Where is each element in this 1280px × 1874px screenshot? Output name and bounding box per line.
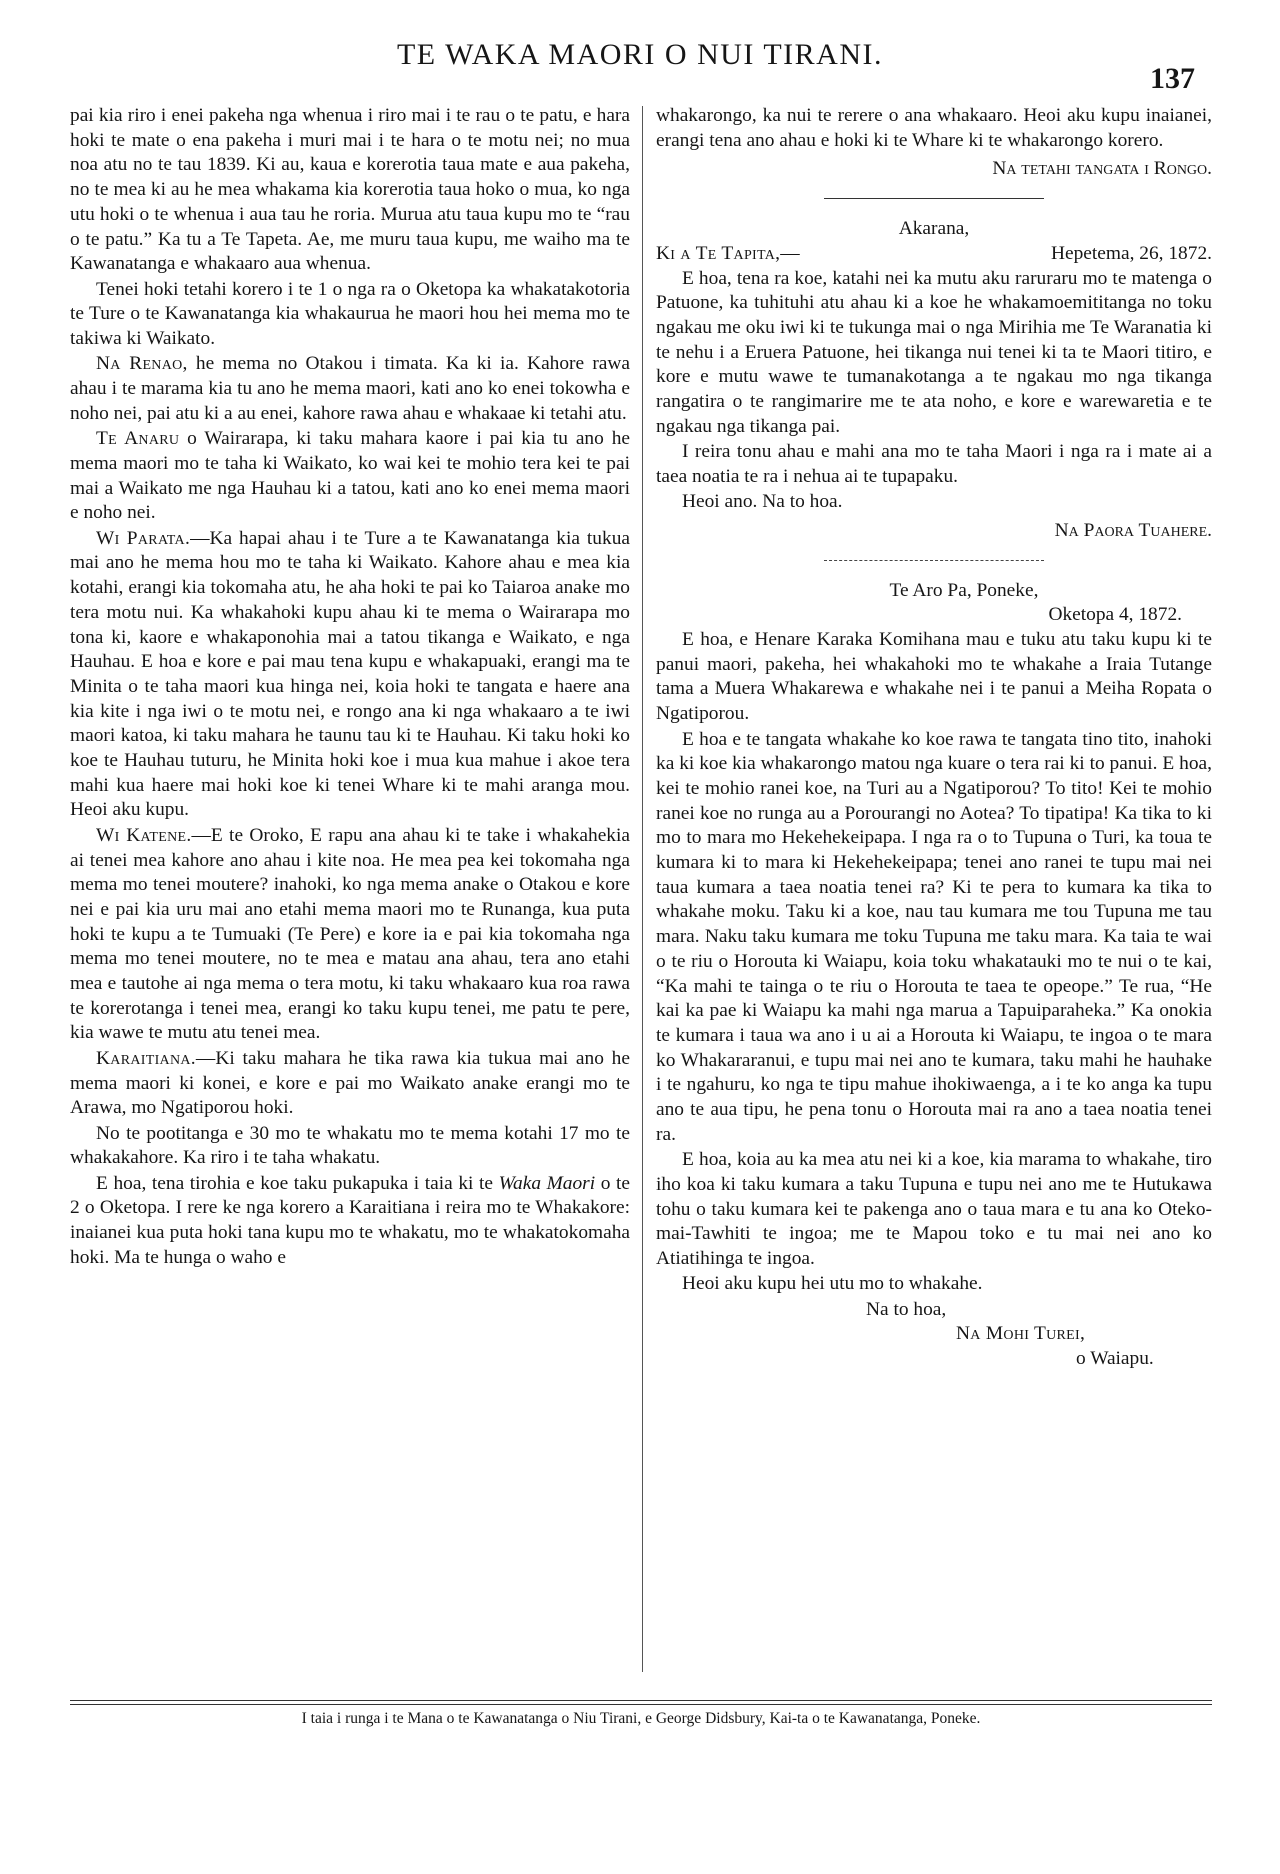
speaker-name: Te Anaru	[96, 428, 180, 450]
paragraph: E hoa e te tangata whakahe ko koe rawa te tangata tino tito, inahoki ka ki koe kia whakarongo matou nga kuare o tera rai ki to panui. E hoa, kei te mohio ranei koe, na Turi au a Ngatiporou? To tito! Kei te mohio ranei koe no runga au a Porourangi no Aotea? To tipatipa! Ka tika to ki mo to mara mo Hekehekeipapa. I nga ra o to Tupuna o Turi, ka toua te kumara ki to mara ki Hekehekeipapa; tenei ano ranei te tupu mai nei taua kumara a taea noatia tenei ra? Ki te pera to kumara ka tika to whakahe moku. Taku ki a koe, nau tau kumara me tou Tupuna me tau mara. Naku taku kumara me toku Tupuna me taku mara. Ka taia te wai o te riu o Horouta ki Waiapu, koia toku whakatauki mo te nui o te kai, “Ka mahi te tainga o te riu o Horouta te taea te opeope.” Te rua, “He kai ka pae ki Waiapu ka mahi nga marua a Tapuiparaheka.” Ka onokia te kumara i taua wa ano i u ai a Horouta ki Waiapu, te ingoa o te mara ko Whakararanui, e tupu mai nei ano te kumara, taku mahi he hauhake i te ngahuru, ko nga te tipu mahue ihokiwaenga, a i te ko anga ka tupu ano te aua tipu, he pena tonu o Horouta mai ra ano a taea noatia tenei ra.	[656, 728, 1212, 1145]
speech-paragraph	[70, 427, 630, 526]
newspaper-title: Waka Maori	[498, 1172, 596, 1194]
letter-date: Oketopa 4, 1872.	[1048, 604, 1182, 626]
speech-paragraph	[70, 352, 630, 426]
letter-place: Akarana,	[898, 218, 970, 240]
paragraph	[70, 1172, 630, 1271]
speaker-name: Karaitiana.	[96, 1047, 196, 1069]
footer-rule	[70, 1700, 1212, 1701]
speech-text: he mema no Otakou i timata. Ka ki ia. Kahore rawa ahau i te marama kia tu ano he mema maori, kati ano ko enei tokowha e noho nei, pai atu ki a au enei, kahore rawa ahau e whakaae ki tetahi atu.	[70, 353, 630, 424]
left-column	[70, 104, 630, 1271]
section-rule	[824, 198, 1044, 199]
letter-place: Te Aro Pa, Poneke,	[889, 579, 1039, 601]
page-number: 137	[1150, 62, 1195, 95]
paragraph: E hoa, koia au ka mea atu nei ki a koe, kia marama to whakahe, tiro iho koa ki taku kumara a taku Tupuna e tupu nei ano me te Hutukawa tohu o taku kumara kei te pakenga ano o taua mara e tu ana ko Oteko-mai-Tawhiti te ingoa; me te Mapou toko e tu mai nei ano ko Atiatihinga te ingoa.	[656, 1149, 1212, 1269]
speaker-name: Wi Parata.	[96, 527, 191, 549]
closing-line: Na to hoa,	[866, 1298, 947, 1320]
section-rule	[824, 560, 1044, 561]
signature: Na tetahi tangata i Rongo.	[992, 158, 1212, 180]
footer-rule	[70, 1704, 1212, 1705]
letter-heading	[656, 242, 1212, 267]
speech-text: o Wairarapa, ki taku mahara kaore i pai kia tu ano he mema maori mo te taha ki Waikato, ko wai kei te mohio tera kei te pai mai a Waikato me nga Hauhau ki a tatou, kati ano ko enei mema maori e noho nei.	[70, 428, 631, 524]
speech-paragraph	[70, 824, 630, 1046]
printer-imprint: I taia i runga i te Mana o te Kawanatanga o Niu Tirani, e George Didsbury, Kai-ta o te Kawanatanga, Poneke.	[301, 1710, 981, 1727]
closing-place: o Waiapu.	[1076, 1348, 1154, 1370]
paragraph: E hoa, tena ra koe, katahi nei ka mutu aku raruraru mo te matenga o Patuone, ka tuhituhi atu ahau ki a koe he whakamoemititanga no toku ngakau me oku iwi ki te tukunga mai o nga Mirihia me Te Waranatia ki te nehu i a Eruera Patuone, hei tikanga nui tenei ki ta te Maori titiro, e kore e mutu wawe te tumanakotanga a te ngakau mo nga tikanga rangatira o te rangimarire me te ata noho, e kore e warewaretia e te ngakau nga tikanga pai.	[656, 267, 1212, 437]
paragraph: E hoa, e Henare Karaka Komihana mau e tuku atu taku kupu ki te panui maori, pakeha, hei whakahoki mo te whakahe a Iraia Tutange tama a Muera Whakarewa e whakahe nei i te panui a Meiha Ropata o Ngatiporou.	[656, 629, 1212, 725]
paragraph-text: E hoa, tena tirohia e koe taku pukapuka i taia ki te	[96, 1172, 499, 1194]
paragraph: Heoi ano. Na to hoa.	[682, 491, 843, 513]
paragraph-text: o te 2 o Oketopa. I rere ke nga korero a Karaitiana i reira mo te Whakakore: inaianei kua puta hoki tana kupu mo te whakatu, mo te whakatokomaha hoki. Ma te hunga o waho e	[70, 1172, 630, 1268]
speech-paragraph	[70, 1047, 630, 1121]
paragraph: whakarongo, ka nui te rerere o ana whakaaro. Heoi aku kupu inaianei, erangi tena ano ahau e hoki ki te Whare ki te whakarongo korero.	[656, 105, 1212, 151]
speech-text: —Ka hapai ahau i te Ture a te Kawanatanga kia tukua mai ano he mema hou mo te taha ki Waikato. Kahore ahau e mea kia kotahi, erangi kia tokomaha atu, he aha hoki te pai ko Taiaroa anake mo tera motu nui. Ka whakahoki kupu ahau ki te mema o Wairarapa mo tona ki, kaore e whakaponohia mai a tatou tikanga e Waikato, e nga Hauhau. E hoa e kore e pai mau tena kupu e whakapuaki, erangi ma te Minita o te taha maori kua hinga nei, koia hoki te tangata e haere ana kia kite i nga iwi o te motu nei, e rongo ana ki nga whakaaro a te iwi maori katoa, ki taku mahara he taunu tau ki te Hauhau. Ki taku hoki ko koe te Hauhau tuturu, he Minita hoki koe i mua kua mahue i akoe tera mahi kua haere mai hoki koe ki tenei Whare ki te mahi aranga mou. Heoi aku kupu.	[70, 527, 630, 821]
column-divider	[642, 106, 643, 1672]
letter-recipient: Ki a Te Tapita,—	[656, 242, 800, 264]
speaker-name: Wi Katene.	[96, 824, 192, 846]
paragraph: No te pootitanga e 30 mo te whakatu mo te mema kotahi 17 mo te whakakahore. Ka riro i te taha whakatu.	[70, 1122, 630, 1169]
speech-paragraph	[70, 527, 630, 823]
paragraph: Tenei hoki tetahi korero i te 1 o nga ra o Oketopa ka whakatakotoria te Ture o te Kawanatanga kia whakaurua he maori hou hei mema mo te takiwa ki Waikato.	[70, 278, 630, 350]
closing-signature: Na Mohi Turei,	[956, 1323, 1086, 1345]
running-title: TE WAKA MAORI O NUI TIRANI.	[396, 38, 884, 71]
speech-text: —Ki taku mahara he tika rawa kia tukua mai ano he mema maori ki konei, e kore e pai mo Waikato anake erangi mo te Arawa, mo Ngatiporou hoki.	[70, 1047, 630, 1119]
speech-text: —E te Oroko, E rapu ana ahau ki te take i whakahekia ai tenei mea kahore ano ahau i kite noa. He mea pea kei tokomaha nga mema mo tenei moutere? inahoki, ko nga mema anake o Otakou e kore nei e pai kia uru mai ano etahi mema maori mo te Runanga, kua puta hoki te kupu a te Tumuaki (Te Pere) e kore ia e pai kia tokomaha nga mema mo tenei moutere, no te mea e matau ana ahau, tera ano etahi mea e tautohe ai nga mema o tera motu, ki taku whakaaro kua roa rawa te korerotanga i tenei mea, erangi ko taku kupu tenei, me patu te pere, kia wawe te mutu atu tenei mea.	[70, 824, 630, 1044]
paragraph: pai kia riro i enei pakeha nga whenua i riro mai i te rau o te patu, e hara hoki te mate o ena pakeha i muri mai i te hara o te motu nei; no mua noa atu no te tau 1839. Ki au, kaua e korerotia taua mate e aua pakeha, no te mea ki au he mea whakama kia korerotia taua hoko o mua, ko nga utu hoki o te whenua i aua tau he roria. Murua atu taua kupu mo te “rau o te patu.” Ka tu a Te Tapeta. Ae, me muru taua kupu, me waiho ma te Kawanatanga e whakaaro aua whenua.	[70, 105, 630, 275]
paragraph: Heoi aku kupu hei utu mo to whakahe.	[682, 1273, 983, 1295]
letter-date: Hepetema, 26, 1872.	[1050, 242, 1212, 264]
signature: Na Paora Tuahere.	[1054, 519, 1212, 541]
paragraph: I reira tonu ahau e mahi ana mo te taha Maori i nga ra i mate ai a taea noatia te ra i nehua ai te tupapaku.	[656, 441, 1212, 487]
right-column	[656, 104, 1212, 1372]
speaker-name: Na Renao,	[96, 353, 188, 375]
